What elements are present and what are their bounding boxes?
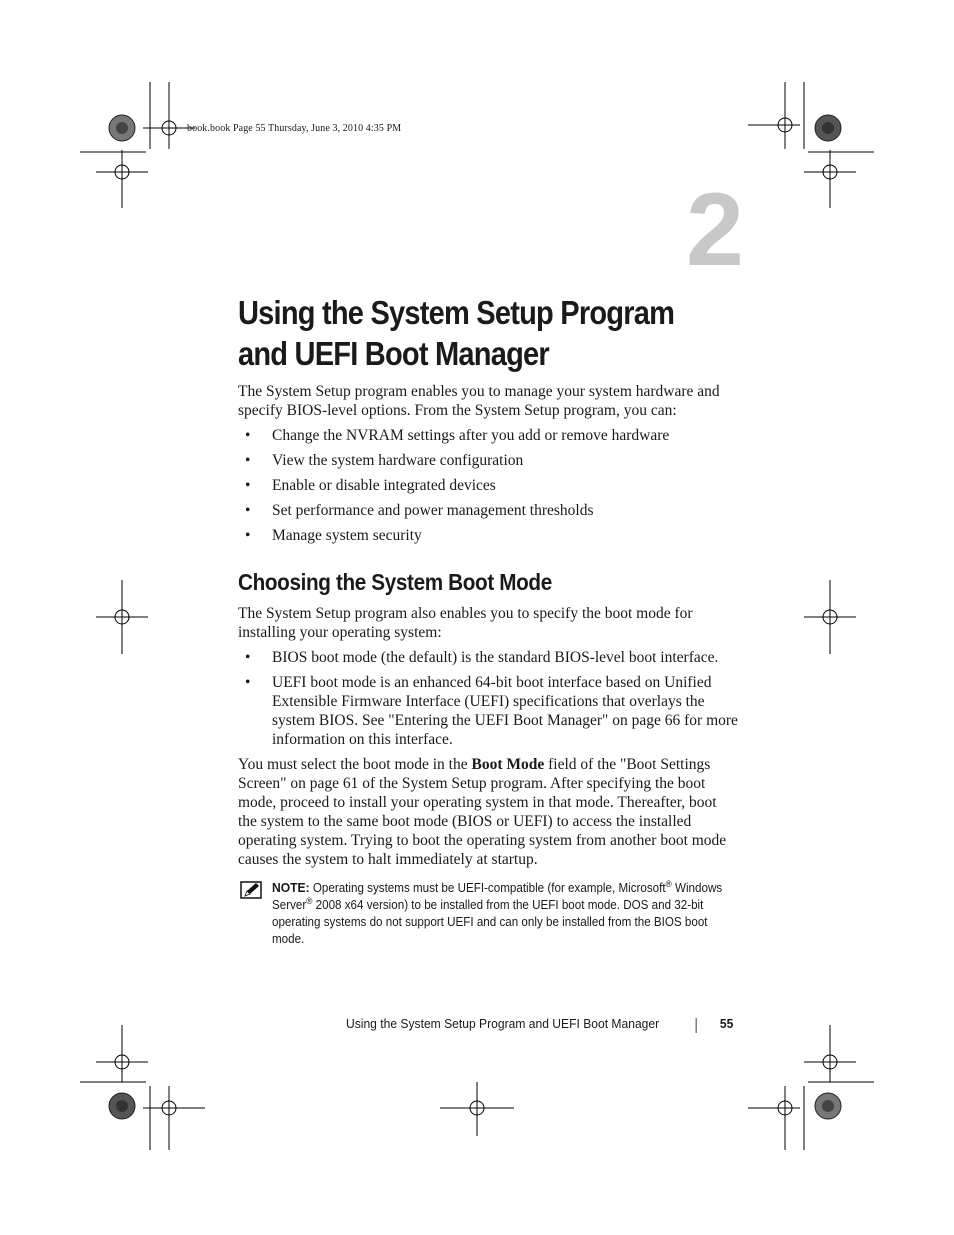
boot-mode-list: [238, 648, 738, 749]
feature-list: [238, 426, 738, 545]
footer-separator: [696, 1018, 697, 1033]
list-item: • View the system hardware configuration: [245, 452, 524, 469]
bullet: •: [245, 452, 251, 469]
note-box: [238, 879, 738, 948]
bullet: •: [245, 674, 251, 691]
page-content: [238, 292, 738, 948]
bullet: •: [245, 649, 251, 666]
section-intro: The System Setup program also enables you to specify the boot mode for installing your operating system:: [238, 605, 693, 641]
intro-paragraph: The System Setup program enables you to manage your system hardware and specify BIOS-level options. From the System Setup program, you can:: [238, 383, 720, 419]
list-item: • UEFI boot mode is an enhanced 64-bit boot interface based on Unified Extensible Firmware Interface (UEFI) specifications that overlays the system BIOS. See "Entering the UEFI Boot Manager" on page 66 for more information on this interface.: [245, 674, 738, 748]
chapter-number: 2: [686, 172, 744, 288]
list-item: • Set performance and power management thresholds: [245, 502, 594, 519]
note-label: NOTE:: [272, 880, 310, 895]
note-text: NOTE: Operating systems must be UEFI-compatible (for example, Microsoft® Windows Server® 2008 x64 version) to be installed from the UEFI boot mode. DOS and 32-bit operating systems do not support UEFI and can only be installed from the BIOS boot mode.: [272, 878, 723, 946]
list-item: • Enable or disable integrated devices: [245, 477, 496, 494]
bullet: •: [245, 527, 251, 544]
list-item: • BIOS boot mode (the default) is the standard BIOS-level boot interface.: [245, 649, 719, 666]
boot-mode-paragraph: You must select the boot mode in the Boot Mode field of the "Boot Settings Screen" on page 61 of the System Setup program. After specifying the boot mode, proceed to install your operating system in that mode. Thereafter, boot the system to the same boot mode (BIOS or UEFI) to access the installed operating system. Trying to boot the operating system from another boot mode causes the system to halt immediately at startup.: [238, 756, 727, 868]
chapter-title-line-2: and UEFI Boot Manager: [238, 335, 549, 372]
boot-mode-field-name: Boot Mode: [471, 756, 545, 773]
pencil-note-icon: [240, 881, 262, 899]
chapter-title: [238, 292, 740, 374]
bullet: •: [245, 427, 251, 444]
section-heading: Choosing the System Boot Mode: [238, 569, 552, 595]
print-slug: book.book Page 55 Thursday, June 3, 2010 4:35 PM: [187, 123, 402, 134]
list-item: • Manage system security: [245, 527, 422, 544]
list-item: • Change the NVRAM settings after you add or remove hardware: [245, 427, 670, 444]
bullet: •: [245, 477, 251, 494]
page-number: 55: [719, 1016, 734, 1031]
chapter-title-line-1: Using the System Setup Program: [238, 294, 675, 331]
footer-title: Using the System Setup Program and UEFI Boot Manager: [346, 1016, 660, 1031]
page-footer: [346, 1016, 734, 1031]
bullet: •: [245, 502, 251, 519]
